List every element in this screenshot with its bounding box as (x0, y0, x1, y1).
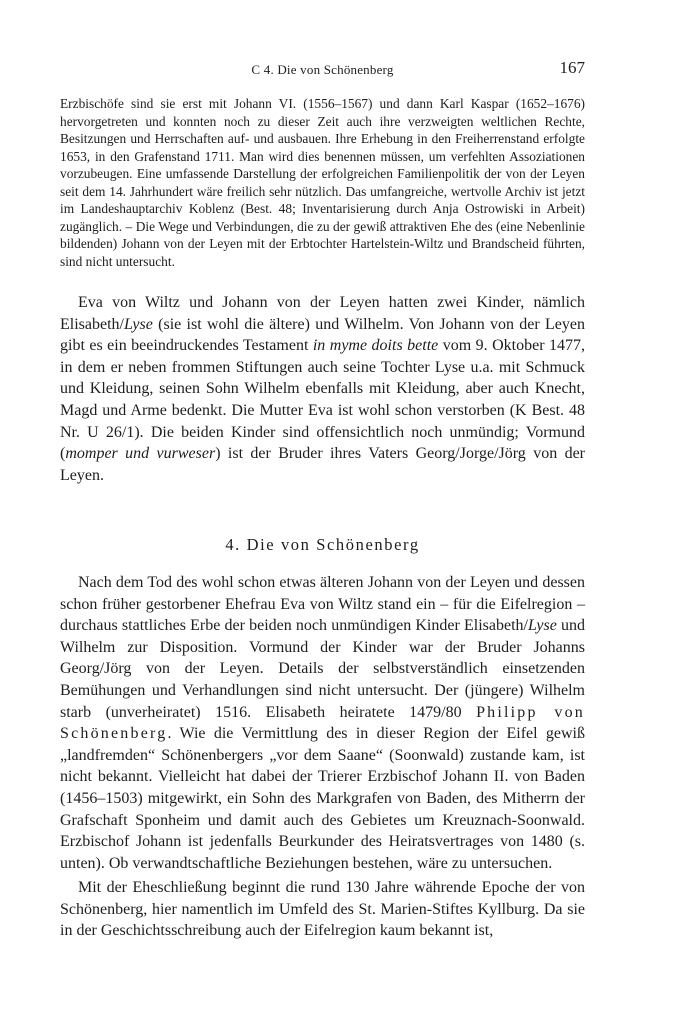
section-heading: 4. Die von Schönenberg (225, 535, 420, 554)
body-paragraph-2 (60, 572, 585, 874)
italic-name: Lyse (123, 315, 153, 333)
paragraph-text: ) ist der Bruder ihres Vaters Georg/Jorge/Jörg von der Leyen. (60, 445, 585, 484)
paragraph-text: und Wilhelm zur Disposition. Vormund der Kinder war der Bruder Johanns Georg/Jörg von der Leyen. Details der selbstverständlich einsetzenden Bemühungen und Verhandlungen sind nicht untersucht. Der (jüngere) Wilhelm starb (unverheiratet) 1516. Elisabeth heiratete 1479/80 (60, 617, 586, 721)
paragraph-text: Eva von Wiltz und Johann von der Leyen hatten zwei Kinder, nämlich Elisabeth/ (60, 294, 585, 333)
footnote-text: Erzbischöfe sind sie erst mit Johann VI. (1556–1567) und dann Karl Kaspar (1652–1676) hervorgetreten und konnten noch zu dieser Zeit auch ihre verzweigten weltlichen Rechte, Besitzungen und Herrschaften auf- und ausbauen. Ihre Erhebung in den Freiherrenstand erfolgte 1653, in den Grafenstand 1711. Man wird dies benennen müssen, um verfehlten Assoziationen vorzubeugen. Eine umfassende Darstellung der erfolgreichen Familienpolitik der von der Leyen seit dem 14. Jahrhundert wäre freilich sehr nützlich. Das umfangreiche, wertvolle Archiv ist jetzt im Landeshauptarchiv Koblenz (Best. 48; Inventarisierung durch Anja Ostrowiski in Arbeit) zugänglich. – Die Wege und Verbindungen, die zu der gewiß attraktiven Ehe des (eine Nebenlinie bildenden) Johann von der Leyen mit der Erbtochter Hartelstein-Wiltz und Brandscheid führten, sind nicht untersucht. (60, 96, 585, 269)
italic-quote: momper und vurweser (65, 445, 216, 463)
paragraph-text: (sie ist wohl die ältere) und Wilhelm. Von Johann von der Leyen gibt es ein beeindruckendes Testament (60, 315, 585, 355)
body-paragraph-1 (60, 292, 585, 486)
running-title: C 4. Die von Schönenberg (251, 62, 394, 77)
italic-quote: in myme doits bette (312, 337, 439, 355)
body-paragraph-3: Mit der Eheschließung beginnt die rund 130 Jahre währende Epoche der von Schönenberg, hier namentlich im Umfeld des St. Marien-Stiftes Kyllburg. Da sie in der Geschichtsschreibung auch der Eifelregion kaum bekannt ist, (60, 879, 585, 940)
italic-name: Lyse (527, 617, 557, 635)
paragraph-text: . Wie die Vermittlung des in dieser Region der Eifel gewiß „landfremden“ Schönenbergers „vor dem Saane“ (Soonwald) zustande kam, ist nicht bekannt. Vielleicht hat dabei der Trierer Erzbischof Johann II. von Baden (1456–1503) mitgewirkt, ein Sohn des Markgrafen von Baden, des Mitherrn der Grafschaft Sponheim und damit auch des Gebietes um Kreuznach-Soonwald. Erzbischof Johann ist jedenfalls Beurkunder des Heiratsvertrages von 1480 (s. unten). Ob verwandtschaftliche Beziehungen bestehen, wäre zu untersuchen. (60, 725, 585, 872)
page-number: 167 (559, 58, 585, 77)
running-header (60, 58, 585, 82)
spaced-name: Philipp von Schönenberg (60, 703, 585, 743)
paragraph-text: vom 9. Oktober 1477, in dem er neben frommen Stiftungen auch seine Tochter Lyse u.a. mit Schmuck und Kleidung, seinen Sohn Wilhelm ebenfalls mit Kleidung, aber auch Knecht, Magd und Arme bedenkt. Die Mutter Eva ist wohl schon verstorben (K Best. 48 Nr. U 26/1). Die beiden Kinder sind offensichtlich noch unmündig; Vormund ( (60, 337, 586, 463)
paragraph-text: Nach dem Tod des wohl schon etwas älteren Johann von der Leyen und dessen schon früher gestorbener Ehefrau Eva von Wiltz stand ein – für die Eifelregion – durchaus stattliches Erbe der beiden noch unmündigen Kinder Elisabeth/ (60, 574, 585, 635)
